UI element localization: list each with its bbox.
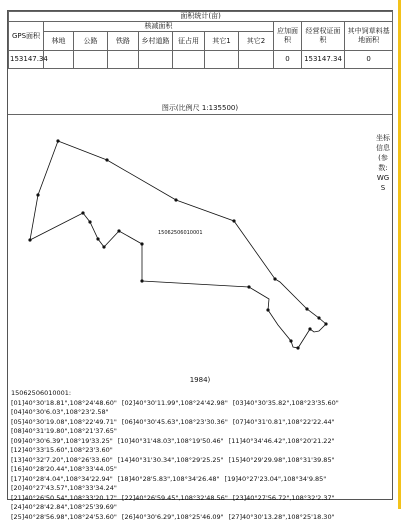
table-title: 面积统计(亩) [9,12,393,22]
header-forest: 林地 [44,32,74,51]
value-requisition [173,51,205,69]
parcel-vertices [28,139,327,349]
value-grassland-area: 0 [345,51,393,69]
map-title: 图示(比例尺 1:135500) [8,103,392,115]
header-requisition: 征占用 [173,32,205,51]
area-table [8,11,393,69]
value-railway [108,51,139,69]
value-other1 [205,51,239,69]
value-highway [74,51,108,69]
coordinate-row: [01]40°30'18.81",108°24'48.60" [02]40°30'11.99",108°24'42.98" [03]40°30'35.82",108°23'35.60"[04]40°30'6.03",108°23'2.58" [11,399,391,418]
coordinate-row: [21]40°26'50.54",108°33'20.17" [22]40°26'59.45",108°32'48.56" [23]40°27'56.72",108°32'2.37"[24]40°28'42.84",108°25'39.69" [11,494,391,513]
parcel-label: 15062506010001 [158,230,203,236]
parcel-map [8,114,392,376]
coordinate-row: [05]40°30'19.08",108°22'49.71" [06]40°30'45.63",108°23'30.36" [07]40°31'0.81",108°22'22.44"[08]40°31'19.80",108°21'37.65" [11,418,391,437]
coordinate-row: [25]40°28'56.98",108°24'53.60" [26]40°30'6.29",108°25'46.09" [27]40°30'13.28",108°25'18.30" [11,513,391,522]
coordinate-row: [17]40°28'4.04",108°34'22.94" [18]40°28'5.83",108°34'26.48" [19]40°27'23.04",108°34'9.85"[20]40°27'43.57",108°33'34.24" [11,475,391,494]
value-village-road [139,51,173,69]
coordinate-list [11,389,391,522]
value-forest [44,51,74,69]
coordinate-row: [09]40°30'6.39",108°19'33.25" [10]40°31'48.03",108°19'50.46" [11]40°34'46.42",108°20'21.22"[12]40°33'15.60",108°23'3.60" [11,437,391,456]
header-other1: 其它1 [205,32,239,51]
coordinate-row: [13]40°32'7.20",108°26'33.60" [14]40°31'30.34",108°29'25.25" [15]40°29'29.98",108°31'39.85"[16]40°28'20.44",108°33'44.05" [11,456,391,475]
value-should-area: 0 [274,51,302,69]
header-operating-area: 经营权证面积 [302,22,345,51]
edge-accent-bar [398,0,401,509]
value-operating-area: 153147.34 [302,51,345,69]
header-highway: 公路 [74,32,108,51]
coordinate-legend: 坐标 信息 (参 数: WG S [373,133,393,193]
value-gps-area: 153147.34 [9,51,44,69]
value-other2 [239,51,274,69]
header-railway: 铁路 [108,32,139,51]
header-village-road: 乡村道路 [139,32,173,51]
header-should-area: 应加面积 [274,22,302,51]
map-year-note: 1984) [8,376,392,384]
parcel-boundary [30,141,326,348]
header-deduct-area: 核减面积 [44,22,274,32]
coordinate-list-title: 15062506010001: [11,389,391,399]
header-gps-area: GPS面积 [9,22,44,51]
header-other2: 其它2 [239,32,274,51]
area-statistics-sheet [7,10,393,500]
header-grassland-area: 其中饲草料基地面积 [345,22,393,51]
